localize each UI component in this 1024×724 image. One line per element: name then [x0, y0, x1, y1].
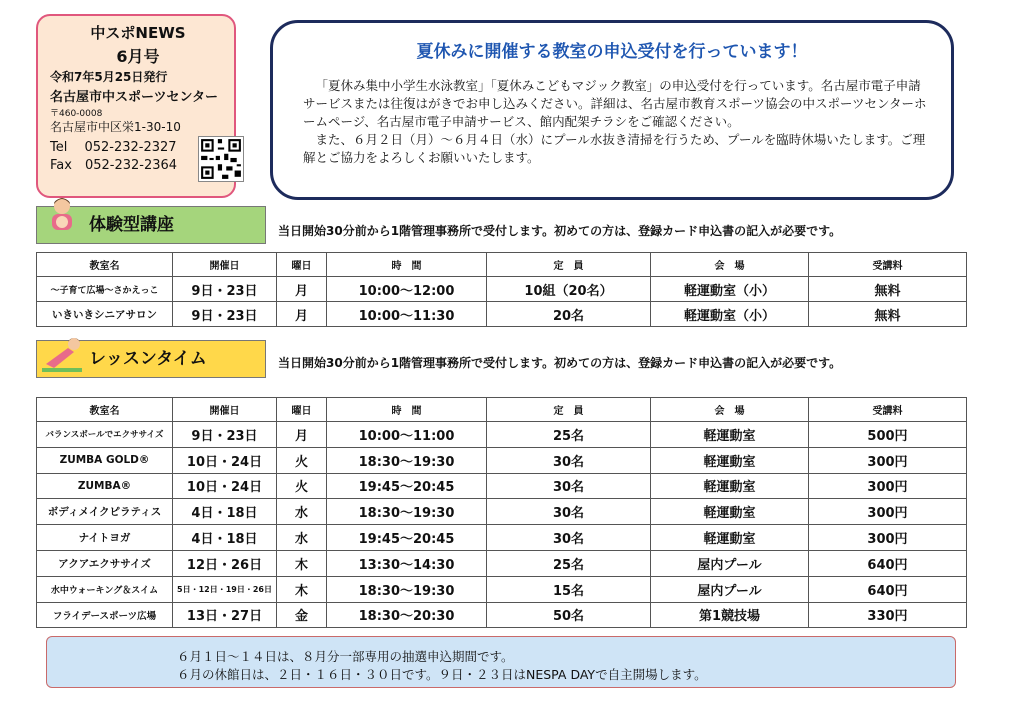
section-1-note: 当日開始30分前から1階管理事務所で受付します。初めての方は、登録カード申込書の記入が必要です。: [278, 224, 842, 238]
class-time: 10:00～11:30: [327, 302, 487, 327]
class-weekday: 月: [277, 422, 327, 448]
section-2-title: レッスンタイム: [89, 349, 207, 369]
class-weekday: 木: [277, 576, 327, 602]
class-name: バランスボールでエクササイズ: [37, 422, 173, 448]
class-fee: 300円: [809, 447, 967, 473]
class-dates: 9日・23日: [173, 302, 277, 327]
issue-label: 6月号: [116, 47, 160, 66]
section-2-note: 当日開始30分前から1階管理事務所で受付します。初めての方は、登録カード申込書の記入が必要です。: [278, 356, 842, 370]
class-venue: 屋内プール: [651, 550, 809, 576]
class-venue: 第1競技場: [651, 602, 809, 628]
class-fee: 640円: [809, 550, 967, 576]
organization-name: 名古屋市中スポーツセンター: [50, 90, 218, 105]
class-dates: 12日・26日: [173, 550, 277, 576]
class-dates: 9日・23日: [173, 422, 277, 448]
table-header-row: [37, 253, 967, 277]
class-weekday: 水: [277, 525, 327, 551]
newsletter-title: 中スポNEWS: [90, 24, 186, 42]
class-capacity: 30名: [487, 525, 651, 551]
class-time: 10:00～12:00: [327, 277, 487, 302]
class-time: 19:45～20:45: [327, 473, 487, 499]
table-row: [37, 499, 967, 525]
header-weekday: 曜日: [277, 253, 327, 277]
class-capacity: 50名: [487, 602, 651, 628]
class-venue: 軽運動室（小）: [651, 277, 809, 302]
class-name: アクアエクササイズ: [37, 550, 173, 576]
class-fee: 300円: [809, 499, 967, 525]
table-row: [37, 602, 967, 628]
table-row: [37, 473, 967, 499]
class-name: ～子育て広場～さかえっこ: [37, 277, 173, 302]
class-dates: 4日・18日: [173, 525, 277, 551]
class-capacity: 30名: [487, 473, 651, 499]
header-capacity: 定 員: [487, 253, 651, 277]
class-dates: 10日・24日: [173, 473, 277, 499]
header-weekday: 曜日: [277, 398, 327, 422]
class-time: 13:30～14:30: [327, 550, 487, 576]
mother-baby-icon: [40, 196, 84, 236]
address: 名古屋市中区栄1-30-10: [50, 120, 181, 134]
class-weekday: 火: [277, 473, 327, 499]
class-venue: 軽運動室: [651, 447, 809, 473]
class-capacity: 25名: [487, 422, 651, 448]
class-capacity: 30名: [487, 499, 651, 525]
class-fee: 無料: [809, 277, 967, 302]
lesson-time-table: [36, 397, 967, 628]
table-row: [37, 576, 967, 602]
header-capacity: 定 員: [487, 398, 651, 422]
header-time: 時 間: [327, 398, 487, 422]
announcement-body: [303, 77, 933, 167]
header-dates: 開催日: [173, 398, 277, 422]
header-dates: 開催日: [173, 253, 277, 277]
table-header-row: [37, 398, 967, 422]
announcement-box: [270, 20, 954, 200]
class-name: フライデースポーツ広場: [37, 602, 173, 628]
class-weekday: 水: [277, 499, 327, 525]
class-capacity: 15名: [487, 576, 651, 602]
yoga-pose-icon: [40, 334, 84, 374]
table-row: [37, 422, 967, 448]
class-capacity: 30名: [487, 447, 651, 473]
class-venue: 軽運動室: [651, 422, 809, 448]
class-time: 19:45～20:45: [327, 525, 487, 551]
header-class-name: 教室名: [37, 253, 173, 277]
header-fee: 受講料: [809, 253, 967, 277]
class-name: いきいきシニアサロン: [37, 302, 173, 327]
postal-code: 〒460-0008: [50, 109, 103, 119]
class-venue: 軽運動室: [651, 473, 809, 499]
class-dates: 10日・24日: [173, 447, 277, 473]
table-row: [37, 447, 967, 473]
class-name: ボディメイクピラティス: [37, 499, 173, 525]
section-1-title: 体験型講座: [89, 215, 174, 235]
class-fee: 300円: [809, 525, 967, 551]
issue-date: 令和7年5月25日発行: [50, 70, 168, 84]
class-time: 18:30～20:30: [327, 602, 487, 628]
class-fee: 500円: [809, 422, 967, 448]
table-row: [37, 550, 967, 576]
class-name: 水中ウォーキング＆スイム: [37, 576, 173, 602]
class-fee: 640円: [809, 576, 967, 602]
header-fee: 受講料: [809, 398, 967, 422]
masthead: [36, 14, 236, 198]
class-weekday: 月: [277, 302, 327, 327]
class-weekday: 木: [277, 550, 327, 576]
class-time: 10:00～11:00: [327, 422, 487, 448]
telephone: Tel 052-232-2327: [50, 140, 177, 155]
class-name: ZUMBA®: [37, 473, 173, 499]
class-capacity: 10組（20名）: [487, 277, 651, 302]
header-time: 時 間: [327, 253, 487, 277]
class-fee: 330円: [809, 602, 967, 628]
class-name: ナイトヨガ: [37, 525, 173, 551]
trial-courses-table: [36, 252, 967, 327]
notice-line-1: ６月１日～１４日は、８月分一部専用の抽選申込期間です。: [177, 649, 514, 664]
table-row: [37, 302, 967, 327]
announcement-paragraph-2: また、６月２日（月）～６月４日（水）にプール水抜き清掃を行うため、プールを臨時休場いたします。ご理解とご協力をよろしくお願いいたします。: [303, 132, 926, 165]
table-row: [37, 277, 967, 302]
qr-code-icon[interactable]: [198, 136, 244, 182]
header-venue: 会 場: [651, 398, 809, 422]
class-weekday: 火: [277, 447, 327, 473]
class-dates: 9日・23日: [173, 277, 277, 302]
class-venue: 軽運動室（小）: [651, 302, 809, 327]
class-dates: 4日・18日: [173, 499, 277, 525]
fax: Fax 052-232-2364: [50, 158, 178, 173]
announcement-title: 夏休みに開催する教室の申込受付を行っています！: [416, 42, 808, 62]
class-time: 18:30～19:30: [327, 576, 487, 602]
class-time: 18:30～19:30: [327, 499, 487, 525]
announcement-paragraph-1: 「夏休み集中小学生水泳教室」「夏休みこどもマジック教室」の申込受付を行っています。名古屋市電子申請サービスまたは往復はがきでお申し込みください。詳細は、名古屋市教育スポーツ協会の中スポーツセンターホームページ、名古屋市電子申請サービス、館内配架チラシをご確認ください。: [303, 78, 927, 129]
class-venue: 軽運動室: [651, 525, 809, 551]
class-fee: 無料: [809, 302, 967, 327]
table-row: [37, 525, 967, 551]
class-name: ZUMBA GOLD®: [37, 447, 173, 473]
header-venue: 会 場: [651, 253, 809, 277]
class-weekday: 月: [277, 277, 327, 302]
class-dates: 5日・12日・19日・26日: [173, 576, 277, 602]
class-weekday: 金: [277, 602, 327, 628]
header-class-name: 教室名: [37, 398, 173, 422]
notice-line-2: ６月の休館日は、２日・１６日・３０日です。９日・２３日はNESPA DAYで自主開場します。: [177, 667, 707, 682]
class-capacity: 25名: [487, 550, 651, 576]
class-fee: 300円: [809, 473, 967, 499]
notice-scroll: [46, 636, 956, 688]
class-capacity: 20名: [487, 302, 651, 327]
class-time: 18:30～19:30: [327, 447, 487, 473]
class-dates: 13日・27日: [173, 602, 277, 628]
class-venue: 軽運動室: [651, 499, 809, 525]
class-venue: 屋内プール: [651, 576, 809, 602]
